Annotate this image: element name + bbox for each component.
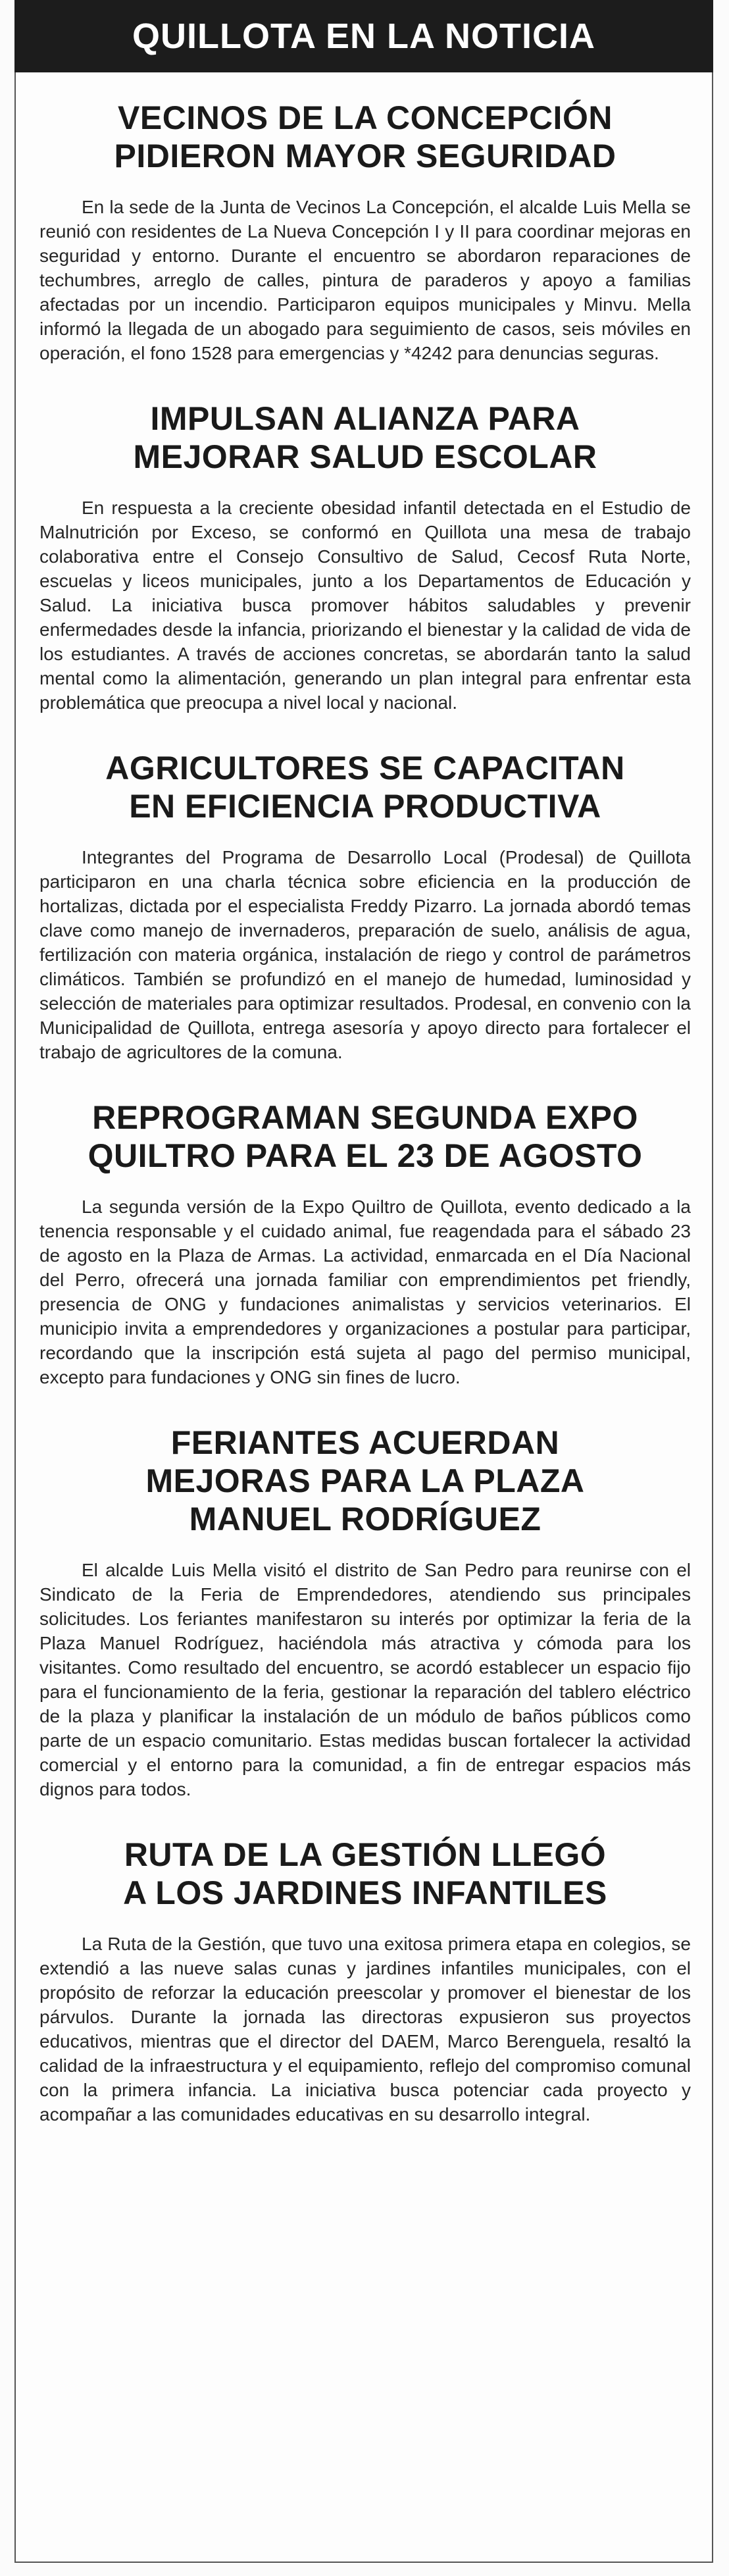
article-headline bbox=[39, 1836, 691, 1912]
headline-line: AGRICULTORES SE CAPACITAN bbox=[105, 750, 625, 786]
article-expo-quiltro bbox=[39, 1098, 691, 1389]
headline-line: PIDIERON MAYOR SEGURIDAD bbox=[114, 138, 616, 174]
section-banner bbox=[14, 0, 713, 72]
article-vecinos-concepcion bbox=[39, 99, 691, 365]
article-body: La Ruta de la Gestión, que tuvo una exitosa primera etapa en colegios, se extendió a las nueve salas cunas y jardines infantiles municipales, con el propósito de reforzar la educación preescolar y promover el bienestar de los párvulos. Durante la jornada las directoras expusieron sus proyectos educativos, mientras que el director del DAEM, Marco Berenguela, resaltó la calidad de la infraestructura y el equipamiento, reflejo del compromiso comunal con la primera infancia. La iniciativa busca potenciar cada proyecto y acompañar a las comunidades educativas en su desarrollo integral. bbox=[39, 1934, 691, 2125]
headline-line: MEJORAS PARA LA PLAZA bbox=[145, 1462, 585, 1499]
article-body: El alcalde Luis Mella visitó el distrito de San Pedro para reunirse con el Sindicato de la Feria de Emprendedores, atendiendo sus principales solicitudes. Los feriantes manifestaron su interés por optimizar la feria de la Plaza Manuel Rodríguez, haciéndola más atractiva y cómoda para los visitantes. Como resultado del encuentro, se acordó establecer un espacio fijo para el funcionamiento de la feria, gestionar la reparación del tablero eléctrico de la plaza y planificar la instalación de un módulo de baños públicos como parte de un espacio comunitario. Estas medidas buscan fortalecer la actividad comercial y el entorno para la comunidad, a fin de entregar espacios más dignos para todos. bbox=[39, 1560, 691, 1799]
headline-line: RUTA DE LA GESTIÓN LLEGÓ bbox=[124, 1836, 607, 1873]
articles-column bbox=[39, 99, 691, 2161]
article-body: En respuesta a la creciente obesidad infantil detectada en el Estudio de Malnutrición por Exceso, se conformó en Quillota una mesa de trabajo colaborativa entre el Consejo Consultivo de Salud, Cecosf Ruta Norte, escuelas y liceos municipales, junto a los Departamentos de Educación y Salud. La iniciativa busca promover hábitos saludables y prevenir enfermedades desde la infancia, priorizando el bienestar y la calidad de vida de los estudiantes. A través de acciones concretas, se abordarán tanto la salud mental como la alimentación, generando un plan integral para enfrentar esta problemática que preocupa a nivel local y nacional. bbox=[39, 498, 691, 713]
article-headline bbox=[39, 1098, 691, 1175]
headline-line: FERIANTES ACUERDAN bbox=[170, 1424, 560, 1461]
article-body: Integrantes del Programa de Desarrollo Local (Prodesal) de Quillota participaron en una charla técnica sobre eficiencia en la producción de hortalizas, dictada por el especialista Freddy Pizarro. La jornada abordó temas clave como manejo de invernaderos, preparación de suelo, análisis de agua, fertilización con materia orgánica, instalación de riego y control de parámetros climáticos. También se profundizó en el manejo de humedad, luminosidad y selección de materiales para optimizar resultados. Prodesal, en convenio con la Municipalidad de Quillota, entrega asesoría y apoyo directo para fortalecer el trabajo de agricultores de la comuna. bbox=[39, 847, 691, 1062]
article-headline bbox=[39, 749, 691, 825]
article-feriantes bbox=[39, 1424, 691, 1801]
headline-line: REPROGRAMAN SEGUNDA EXPO bbox=[92, 1099, 638, 1136]
article-body: La segunda versión de la Expo Quiltro de Quillota, evento dedicado a la tenencia responsable y el cuidado animal, fue reagendada para el sábado 23 de agosto en la Plaza de Armas. La actividad, enmarcada en el Día Nacional del Perro, ofrecerá una jornada familiar con emprendimientos pet friendly, presencia de ONG y fundaciones animalistas y servicios veterinarios. El municipio invita a emprendedores y organizaciones a postular para participar, recordando que la inscripción está sujeta al pago del permiso municipal, excepto para fundaciones y ONG sin fines de lucro. bbox=[39, 1197, 691, 1387]
article-headline bbox=[39, 1424, 691, 1538]
headline-line: VECINOS DE LA CONCEPCIÓN bbox=[118, 99, 613, 136]
article-headline bbox=[39, 399, 691, 476]
headline-line: MANUEL RODRÍGUEZ bbox=[189, 1501, 541, 1537]
article-agricultores bbox=[39, 749, 691, 1064]
article-headline bbox=[39, 99, 691, 175]
article-salud-escolar bbox=[39, 399, 691, 715]
article-ruta-gestion bbox=[39, 1836, 691, 2126]
article-body: En la sede de la Junta de Vecinos La Concepción, el alcalde Luis Mella se reunió con residentes de La Nueva Concepción I y II para coordinar mejoras en seguridad y entorno. Durante el encuentro se abordaron reparaciones de techumbres, arreglo de calles, pintura de paraderos y apoyo a familias afectadas por un incendio. Participaron equipos municipales y Minvu. Mella informó la llegada de un abogado para seguimiento de casos, seis móviles en operación, el fono 1528 para emergencias y *4242 para denuncias seguras. bbox=[39, 197, 691, 363]
headline-line: QUILTRO PARA EL 23 DE AGOSTO bbox=[88, 1137, 643, 1174]
headline-line: IMPULSAN ALIANZA PARA bbox=[150, 400, 580, 437]
headline-line: EN EFICIENCIA PRODUCTIVA bbox=[129, 788, 601, 825]
headline-line: MEJORAR SALUD ESCOLAR bbox=[133, 438, 597, 475]
section-title: QUILLOTA EN LA NOTICIA bbox=[132, 16, 595, 56]
headline-line: A LOS JARDINES INFANTILES bbox=[123, 1874, 607, 1911]
